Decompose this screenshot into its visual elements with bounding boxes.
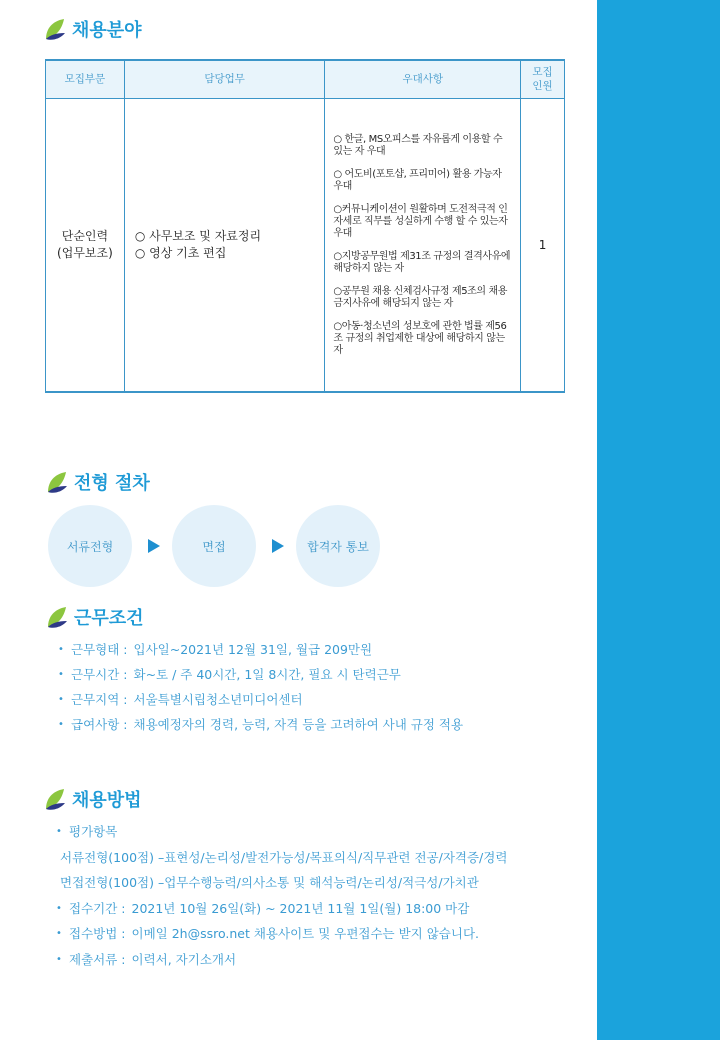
header-dept: 모집부문: [46, 60, 125, 98]
preference-item: ○ 어도비(포토샵, 프리미어) 활용 가능자 우대: [333, 169, 502, 193]
section-title-text: 근무조건: [74, 608, 144, 629]
cell-count: 1: [521, 98, 565, 392]
leaf-icon: [44, 17, 66, 41]
arrow-right-icon: [272, 539, 284, 553]
section-title-recruit-field: [44, 16, 142, 42]
header-count: 모집 인원: [521, 60, 565, 98]
step-notification: 합격자 통보: [296, 505, 380, 587]
leaf-icon: [46, 470, 68, 494]
section-title-text: 채용방법: [72, 790, 142, 811]
decorative-side-bar: [597, 0, 720, 1040]
leaf-icon: [46, 605, 68, 629]
section-title-conditions: [46, 604, 144, 630]
list-item: • 접수기간 : 2021년 10월 26일(화) ~ 2021년 11월 1일(월) 18:00 마감: [56, 900, 507, 926]
section-title-procedure: [46, 469, 150, 495]
recruitment-table: [45, 59, 565, 393]
list-item: • 근무시간 : 화~토 / 주 40시간, 1일 8시간, 필요 시 탄력근무: [58, 665, 463, 690]
list-item: • 근무형태 : 입사일~2021년 12월 31일, 월급 209만원: [58, 640, 463, 665]
preference-item: ○아동·청소년의 성보호에 관한 법률 제56조 규정의 취업제한 대상에 해당하지 않는 자: [333, 321, 507, 357]
section-title-method: [44, 786, 142, 812]
list-item: • 근무지역 : 서울특별시립청소년미디어센터: [58, 690, 463, 715]
preference-item: ○커뮤니케이션이 원활하며 도전적극적 인자세로 직무를 성실하게 수행 할 수 있는자 우대: [333, 204, 508, 240]
cell-duty: [124, 98, 325, 392]
preference-item: ○지방공무원법 제31조 규정의 결격사유에 해당하지 않는 자: [333, 251, 511, 275]
duty-item: ○ 사무보조 및 자료정리: [134, 228, 262, 243]
table-header-row: [46, 60, 565, 98]
leaf-icon: [44, 787, 66, 811]
preference-item: ○공무원 채용 신체검사규정 제5조의 채용금지사유에 해당되지 않는 자: [333, 286, 507, 310]
list-item: • 제출서류 : 이력서, 자기소개서: [56, 951, 507, 977]
table-row: [46, 98, 565, 392]
step-document-screening: 서류전형: [48, 505, 132, 587]
duty-item: ○ 영상 기초 편집: [134, 245, 227, 260]
preference-item: ○ 한글, MS오피스를 자유롭게 이용할 수 있는 자 우대: [333, 134, 503, 158]
conditions-list: [58, 640, 463, 740]
cell-preference: [325, 98, 521, 392]
arrow-right-icon: [148, 539, 160, 553]
cell-dept: 단순인력 (업무보조): [46, 98, 125, 392]
eval-document: 서류전형(100점) –표현성/논리성/발전가능성/목표의식/직무관련 전공/자격증/경력: [60, 849, 508, 865]
method-list: [56, 823, 507, 976]
section-title-text: 채용분야: [72, 20, 142, 41]
list-item: • 평가항목: [56, 823, 507, 849]
list-item: • 급여사항 : 채용예정자의 경력, 능력, 자격 등을 고려하여 사내 규정 적용: [58, 715, 463, 740]
header-preference: 우대사항: [325, 60, 521, 98]
step-interview: 면접: [172, 505, 256, 587]
list-item: • 접수방법 : 이메일 2h@ssro.net 채용사이트 및 우편접수는 받지 않습니다.: [56, 925, 507, 951]
header-duty: 담당업무: [124, 60, 325, 98]
eval-interview: 면접전형(100점) –업무수행능력/의사소통 및 해석능력/논리성/적극성/가치관: [60, 875, 479, 890]
section-title-text: 전형 절차: [74, 473, 150, 494]
